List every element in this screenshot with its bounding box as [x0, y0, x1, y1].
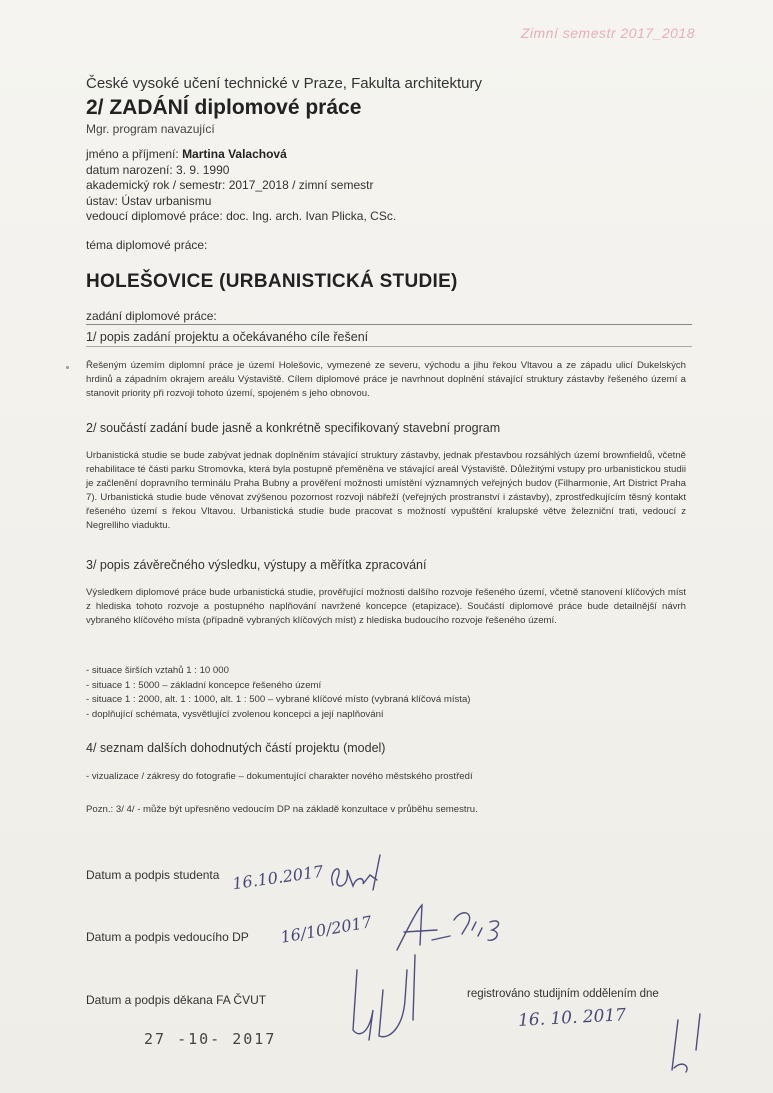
list-item: - situace širších vztahů 1 : 10 000	[86, 665, 229, 676]
dean-date-stamp: 27 -10- 2017	[144, 1030, 277, 1048]
section-2-text: Urbanistická studie se bude zabývat jednak doplněním stávající struktury zástavby, jednak přestavbou rozsáhlých území brownfieldů, včetně rehabilitace té části parku Stromovka, která byla postupně přeměněna ve stávající areál Výstaviště. Důležitými vstupy pro urbanistickou studii je začlenění dopravního terminálu Praha Bubny a prověření možnosti umístění významných veřejných budov (Filharmonie, Art District Praha 7). Urbanistická studie bude věnovat zvýšenou pozornost rozvoji nábřeží (veřejných prostranství i zástavby), zprostředkujícím těsný kontakt řešeného území s řekou Vltavou. Urbanistická studie bude pracovat s možností vypuštění kralupské větve železniční trati, vedoucí z Negrelliho viaduktu.	[86, 450, 686, 531]
student-date: 16.10.2017	[231, 861, 325, 894]
note: Pozn.: 3/ 4/ - může být upřesněno vedoucím DP na základě konzultace v průběhu semestru.	[86, 804, 478, 815]
assignment-label: zadání diplomové práce:	[86, 309, 692, 325]
institution-name: České vysoké učení technické v Praze, Fakulta architektury	[86, 75, 483, 92]
section-4-heading: 4/ seznam dalších dohodnutých částí projektu (model)	[86, 741, 386, 755]
registry-signature	[660, 1010, 720, 1080]
section-2-heading: 2/ součástí zadání bude jasně a konkrétně specifikovaný stavební program	[86, 421, 501, 435]
dean-signature	[345, 940, 435, 1050]
supervisor: vedoucí diplomové práce: doc. Ing. arch. Ivan Plicka, CSc.	[86, 209, 397, 223]
section-1-heading: 1/ popis zadání projektu a očekávaného cíle řešení	[86, 330, 692, 347]
document-title: 2/ ZADÁNÍ diplomové práce	[86, 96, 362, 119]
institute: ústav: Ústav urbanismu	[86, 193, 212, 208]
dean-signature-label: Datum a podpis děkana FA ČVUT	[86, 993, 267, 1007]
registry-date: 16. 10. 2017	[517, 1005, 627, 1031]
student-name: Martina Valachová	[182, 147, 287, 161]
margin-dot	[66, 366, 69, 369]
topic-label: téma diplomové práce:	[86, 238, 208, 252]
program-type: Mgr. program navazující	[86, 122, 215, 136]
student-signature-label: Datum a podpis studenta	[86, 868, 220, 882]
semester-stamp: Zimní semestr 2017_2018	[520, 25, 695, 41]
registry-label: registrováno studijním oddělením dne	[467, 988, 659, 1000]
name-label: jméno a příjmení:	[86, 147, 179, 161]
output-list	[86, 664, 470, 722]
section-3-text: Výsledkem diplomové práce bude urbanistická studie, prověřující možnosti dalšího rozvoje řešeného území, včetně stanovení klíčových míst z hlediska tohoto rozvoje a postupného naplňování navržené koncepce (etapizace). Součástí diplomové práce bude detailnější návrh vybraného klíčového místa (případně vybraných klíčových míst) z hlediska budoucího rozvoje řešeného území.	[86, 587, 686, 626]
list-item: - situace 1 : 5000 – základní koncepce řešeného území	[86, 679, 322, 691]
list-item: - doplňující schémata, vysvětlující zvolenou koncepci a její naplňování	[86, 708, 384, 720]
supervisor-date: 16/10/2017	[279, 912, 374, 947]
birth-date: datum narození: 3. 9. 1990	[86, 162, 230, 177]
section-3-heading: 3/ popis závěrečného výsledku, výstupy a měřítka zpracování	[86, 558, 427, 572]
thesis-topic: HOLEŠOVICE (URBANISTICKÁ STUDIE)	[86, 271, 458, 292]
section-1-text: Řešeným územím diplomní práce je území Holešovic, vymezené ze severu, východu a jihu řekou Vltavou a ze západu ulicí Dukelských hrdinů a západním okrajem areálu Výstaviště. Cílem diplomové práce je navrhnout doplnění stávající struktury zástavby řešeného území a stanovit priority při rozvoji tohoto území, spojeném s jeho obnovou.	[86, 360, 686, 399]
name-row	[86, 147, 396, 163]
supervisor-signature-label: Datum a podpis vedoucího DP	[86, 930, 249, 944]
section-4-item: - vizualizace / zákresy do fotografie – dokumentující charakter nového městského prostředí	[86, 771, 473, 782]
document-header	[86, 75, 686, 136]
student-signature	[325, 850, 405, 900]
academic-year: akademický rok / semestr: 2017_2018 / zimní semestr	[86, 178, 374, 192]
student-info	[86, 147, 396, 225]
list-item: - situace 1 : 2000, alt. 1 : 1000, alt. 1 : 500 – vybrané klíčové místo (vybraná klíčová místa)	[86, 694, 471, 705]
